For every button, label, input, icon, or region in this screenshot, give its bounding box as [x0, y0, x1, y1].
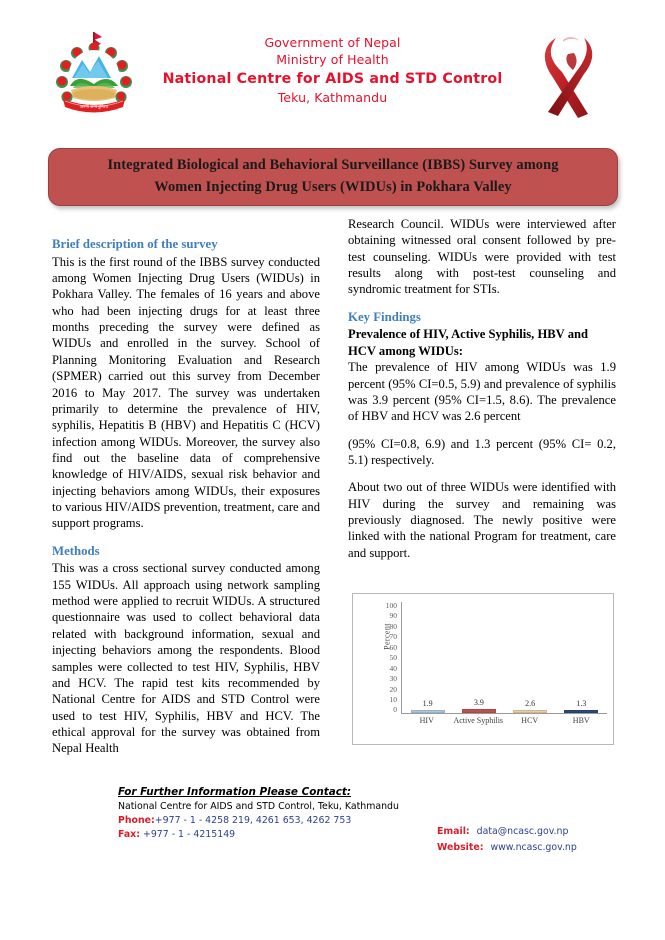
heading-brief-description: Brief description of the survey — [52, 237, 218, 251]
chart-y-tick: 80 — [389, 621, 397, 631]
chart-y-tick: 70 — [389, 632, 397, 642]
banner-line-2: Women Injecting Drug Users (WIDUs) in Pokhara Valley — [154, 179, 512, 195]
footer-website-value[interactable]: www.ncasc.gov.np — [490, 842, 577, 854]
chart-bar-group — [453, 602, 504, 713]
heading-methods: Methods — [52, 543, 100, 558]
footer-email-value[interactable]: data@ncasc.gov.np — [476, 826, 569, 837]
footer-fax-value: +977 - 1 - 4215149 — [142, 829, 236, 840]
chart-bar-value-label: 1.3 — [576, 699, 587, 708]
banner-line-1: Integrated Biological and Behavioral Surveillance (IBBS) Survey among — [107, 157, 559, 174]
chart-y-tick: 40 — [389, 663, 397, 673]
chart-bar-group — [556, 602, 607, 713]
page-header — [0, 28, 665, 138]
prevalence-text-3: About two out of three WIDUs were identified with HIV during the survey and remaining was previously diagnosed. The newly positive were linked with the national Program for treatment, care and support. — [348, 480, 616, 560]
title-banner — [48, 148, 618, 206]
chart-x-label: Active Syphilis — [453, 716, 504, 725]
right-column — [348, 216, 616, 561]
footer-email-label: Email: — [437, 826, 470, 837]
chart-y-axis-title: Percent — [382, 623, 392, 650]
chart-bar-value-label: 1.9 — [422, 699, 433, 708]
aids-ribbon-icon — [525, 28, 617, 128]
chart-y-tick: 90 — [389, 611, 397, 621]
footer-organization: National Centre for AIDS and STD Control, Teku, Kathmandu — [118, 801, 399, 812]
heading-key-findings: Key Findings — [348, 309, 421, 324]
chart-y-tick: 50 — [389, 653, 397, 663]
chart-bar-value-label: 2.6 — [525, 699, 536, 708]
organization-line: National Centre for AIDS and STD Control — [162, 70, 503, 87]
chart-y-tick: 30 — [389, 674, 397, 684]
footer-email-row — [437, 824, 577, 840]
left-column — [52, 236, 320, 757]
chart-bar — [411, 710, 445, 713]
chart-y-tick: 10 — [389, 694, 397, 704]
chart-bar — [564, 710, 598, 713]
chart-x-label: HCV — [521, 716, 539, 725]
contact-online — [437, 824, 577, 857]
footer-phone-label: Phone: — [118, 815, 155, 826]
nepal-emblem-icon — [48, 28, 140, 128]
methods-continued-text: Research Council. WIDUs were interviewed after obtaining witnessed oral consent followed by pre-test counseling. WIDUs were provided with test results along with post-test counseling and syndromic treatment for STIs. — [348, 217, 616, 297]
header-titles — [140, 28, 525, 106]
prevalence-subheading: Prevalence of HIV, Active Syphilis, HBV and HCV among WIDUs: — [348, 327, 588, 358]
prevalence-text-2: (95% CI=0.8, 6.9) and 1.3 percent (95% CI= 0.2, 5.1) respectively. — [348, 436, 616, 467]
svg-text:जननी जन्मभूमिश्च: जननी जन्मभूमिश्च — [79, 104, 109, 109]
chart-bar-group — [402, 602, 453, 713]
address-line: Teku, Kathmandu — [277, 90, 388, 106]
footer-title: For Further Information Please Contact: — [118, 786, 352, 798]
chart-bar-value-label: 3.9 — [473, 697, 484, 707]
methods-text: This was a cross sectional survey conducted among 155 WIDUs. All approach using network sampling method were applied to recruit WIDUs. A structured questionnaire was used to collect behavioral data related with background information, sexual and injecting behaviors among the respondents. Blood samples were collected to test HIV, Syphilis, HBV and HCV. The rapid test kits recommended by National Centre for AIDS and STD Control were used to test HIV, Syphilis, HBV and HCV. The ethical approval for the survey was obtained from Nepal Health — [52, 561, 320, 756]
prevalence-bar-chart — [352, 593, 614, 745]
chart-y-axis-ticks — [375, 602, 397, 714]
brief-description-text: This is the first round of the IBBS survey conducted among Women Injecting Drug Users (WIDUs) in Pokhara Valley. The females of 16 years and above who had been injecting drugs for at least three months preceding the survey were defined as WIDUs and enrolled in the survey. School of Planning Monitoring Evaluation and Research (SPMER) carried out this survey from December 2016 to May 2017. The survey was undertaken primarily to determine the prevalence of HIV, syphilis, Hepatitis B (HBV) and Hepatitis C (HCV) infection among WIDUs. Moreover, the survey also find out the baseline data of comprehensive knowledge of HIV/AIDS, sexual risk behavior and injecting behaviors among WIDUs, their exposures to various HIV/AIDS prevention, treatment, care and support programs. — [52, 254, 320, 531]
footer-website-row — [437, 840, 577, 856]
chart-bar-group — [505, 602, 556, 713]
chart-y-tick: 20 — [389, 684, 397, 694]
chart-bar — [462, 709, 496, 713]
chart-bar — [513, 710, 547, 713]
ministry-line: Ministry of Health — [276, 52, 389, 68]
chart-x-label: HIV — [419, 716, 434, 725]
chart-y-tick: 0 — [393, 705, 397, 715]
chart-x-label: HBV — [572, 716, 590, 725]
government-line: Government of Nepal — [264, 35, 401, 50]
footer-phone-value: +977 - 1 - 4258 219, 4261 653, 4262 753 — [154, 815, 352, 826]
chart-plot-area — [401, 602, 607, 714]
prevalence-text: The prevalence of HIV among WIDUs was 1.9 percent (95% CI=0.5, 5.9) and prevalence of syphilis was 3.9 percent (95% CI=1.5, 8.6). The prevalence of HBV and HCV was 2.6 percent — [348, 360, 616, 424]
chart-y-tick: 100 — [385, 601, 397, 610]
footer-fax-label: Fax: — [118, 829, 140, 840]
chart-x-axis-labels — [401, 716, 607, 726]
chart-y-tick: 60 — [389, 642, 397, 652]
footer-website-label: Website: — [437, 842, 484, 854]
